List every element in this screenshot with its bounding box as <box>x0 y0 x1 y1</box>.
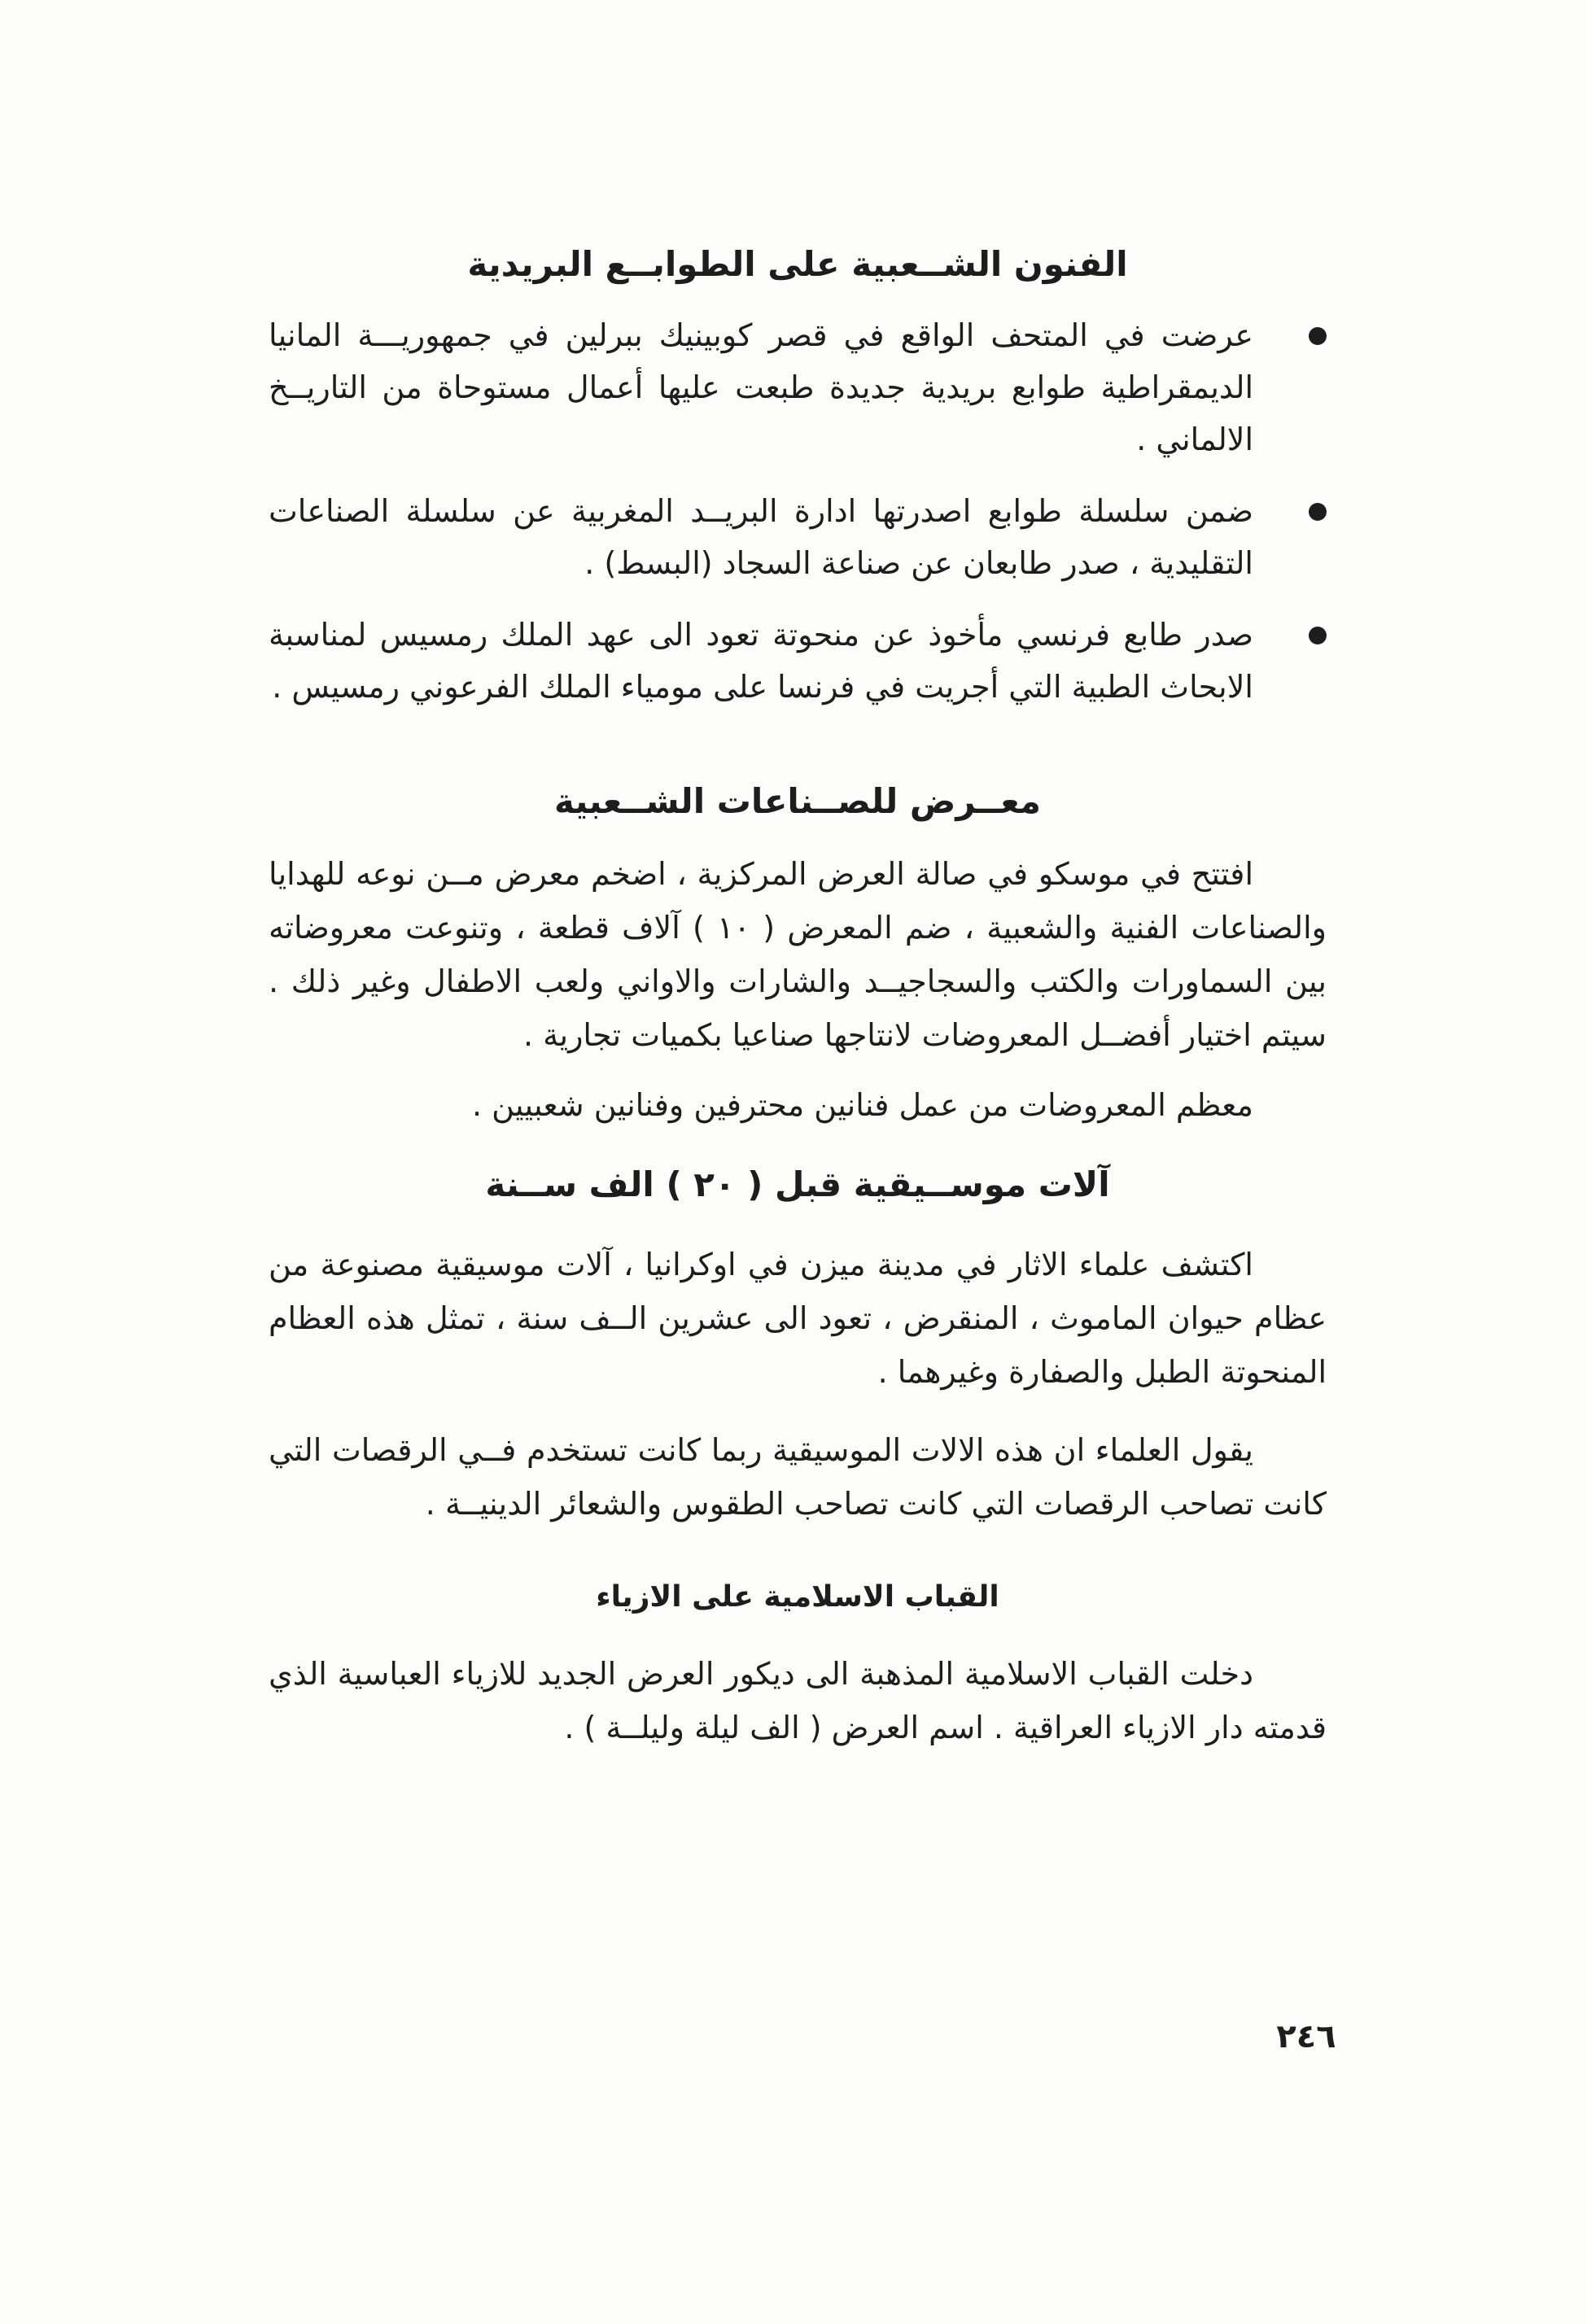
paragraph: اكتشف علماء الاثار في مدينة ميزن في اوكرانيا ، آلات موسيقية مصنوعة من عظام حيوان الماموث ، المنقرض ، تعود الى عشرين الــف سنة ، تمثل هذه العظام المنحوتة الطبل والصفارة وغيرهما . <box>269 1247 1327 1391</box>
list-item <box>269 609 1327 713</box>
section-title-domes: القباب الاسلامية على الازياء <box>596 1580 999 1614</box>
section-title-stamps: الفنون الشــعبية على الطوابــع البريدية <box>467 244 1128 284</box>
bullet-text: ضمن سلسلة طوابع اصدرتها ادارة البريــد المغربية عن سلسلة الصناعات التقليدية ، صدر طابعان عن صناعة السجاد (البسط) . <box>269 493 1253 582</box>
section-gap <box>269 823 1327 847</box>
paragraph: يقول العلماء ان هذه الالات الموسيقية ربما كانت تستخدم فــي الرقصات التي كانت تصاحب الرقصات التي كانت تصاحب الطقوس والشعائر الدينيــة . <box>269 1432 1327 1522</box>
bullet-text: عرضت في المتحف الواقع في قصر كوبينيك ببرلين في جمهوريـــة المانيا الديمقراطية طوابع بريدية جديدة طبعت عليها أعمال مستوحاة من التاريــخ الالماني . <box>269 317 1253 458</box>
section-gap <box>269 1614 1327 1647</box>
stamps-bullet-list <box>269 309 1327 713</box>
section-gap <box>269 732 1327 781</box>
list-item <box>269 485 1327 589</box>
section-gap <box>269 1205 1327 1238</box>
bullet-icon <box>1309 327 1327 345</box>
list-item <box>269 309 1327 465</box>
page-number: ٢٤٦ <box>1276 2018 1336 2055</box>
section-gap <box>269 1531 1327 1579</box>
bullet-icon <box>1309 627 1327 644</box>
paragraph: افتتح في موسكو في صالة العرض المركزية ، اضخم معرض مــن نوعه للهدايا والصناعات الفنية والشعبية ، ضم المعرض ( ١٠ ) آلاف قطعة ، وتنوعت معروضاته بين السماورات والكتب والسجاجيــد والشارات والاواني ولعب الاطفال وغير ذلك . سيتم اختيار أفضــل المعروضات لانتاجها صناعيا بكميات تجارية . <box>269 855 1327 1053</box>
page-content <box>269 244 1327 1754</box>
bullet-icon <box>1309 503 1327 521</box>
bullet-text: صدر طابع فرنسي مأخوذ عن منحوتة تعود الى عهد الملك رمسيس لمناسبة الابحاث الطبية التي أجريت في فرنسا على مومياء الملك الفرعوني رمسيس . <box>269 617 1253 706</box>
paragraph-gap <box>269 1062 1327 1078</box>
section-title-instruments: آلات موســيقية قبل ( ٢٠ ) الف ســنة <box>485 1164 1110 1204</box>
section-gap <box>269 1132 1327 1164</box>
paragraph: معظم المعروضات من عمل فنانين محترفين وفنانين شعبيين . <box>471 1086 1253 1123</box>
paragraph: دخلت القباب الاسلامية المذهبة الى ديكور العرض الجديد للازياء العباسية الذي قدمته دار الازياء العراقية . اسم العرض ( الف ليلة وليلــة ) . <box>269 1656 1327 1746</box>
paragraph-gap <box>269 1399 1327 1423</box>
section-title-exhibition: معــرض للصــناعات الشــعبية <box>554 781 1041 822</box>
